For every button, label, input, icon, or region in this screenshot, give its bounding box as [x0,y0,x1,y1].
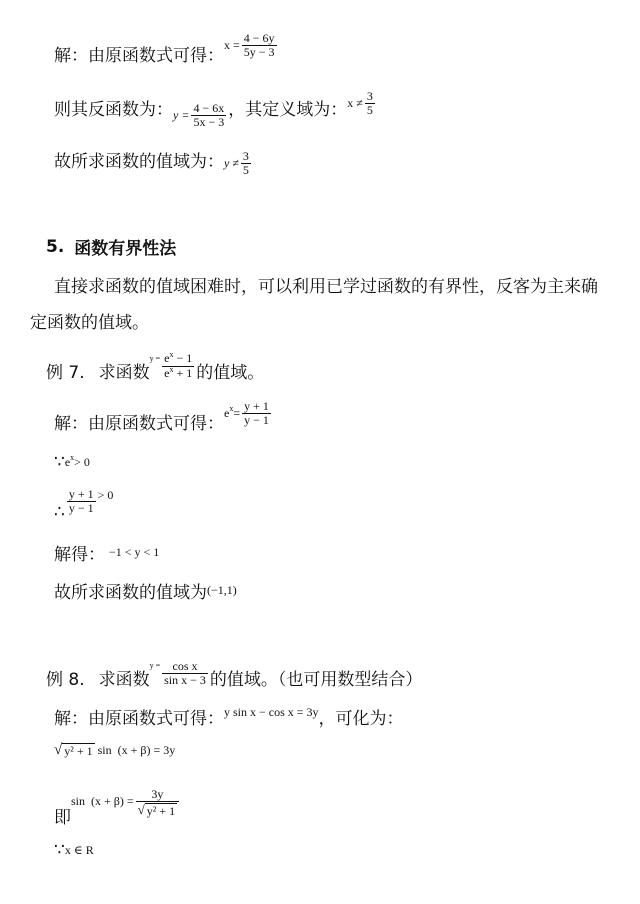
example-label: 例 7. [46,363,85,383]
therefore-line: ∴ $\frac{y + 1}{y - 1}$ > 0 [54,487,114,522]
because-line-2: ∵ x ∈ R [54,840,94,860]
square-root: √ y² + 1 [54,742,93,758]
example-8-solution-1: 解：由原函数式可得： y sin x − cos x = 3y ，可化为： [54,705,404,729]
paragraph-line-1: 直接求函数的值域困难时，可以利用已学过函数的有界性，反客为主来确 [54,277,598,297]
fraction: $\frac{4 - 6x}{5x - 3}$ [193,101,225,129]
section-heading: 5. 函数有界性法 [46,236,177,259]
example-7-range-line: 故所求函数的值域为 (−1,1) [54,583,237,603]
example-7: 例 7. 求函数 y = $\frac{e^x - 1}{e^x + 1}$ 的值域。 [46,350,265,383]
exp-formula: e x = $\frac{y + 1}{y - 1}$ [224,399,269,427]
equivalent-line: 即 sin (x + β) = 3y √ y² + 1 [54,788,181,818]
fraction: $\frac{3}{5}$ [242,149,249,177]
example-8-formula: y = $\frac{\text{cos x}}{\text{sin x − 3}}$ [149,659,206,687]
solved-line: 解得： −1 < y < 1 [54,545,160,565]
fraction: $\frac{\text{cos x}}{\text{sin x − 3}}$ [164,659,206,687]
sqrt-line: √ y² + 1 sin (x + β) = 3y [54,742,176,758]
therefore-symbol: ∴ [54,501,65,522]
domain-formula: x ≠ $\frac{3}{5}$ [347,89,373,117]
because-symbol: ∵ [54,452,65,472]
range-formula: y ≠ $\frac{3}{5}$ [224,149,249,177]
square-root: √ y² + 1 [137,802,176,818]
inverse-function-line: 则其反函数为： y = $\frac{4 - 6x}{5x - 3}$ ，其定义域为： x ≠ $\frac{3}{5}$ [54,94,377,121]
fraction: 3y √ y² + 1 [136,788,180,818]
solution-line-1 [54,31,279,67]
example-7-formula: y = $\frac{e^x - 1}{e^x + 1}$ [149,350,193,380]
example-7-solution-1: 解：由原函数式可得： e x = $\frac{y + 1}{y - 1}$ [54,408,273,435]
fraction: $\frac{4 - 6y}{5y - 3}$ [243,31,275,59]
because-line: ∵ e x > 0 [54,452,90,472]
inverse-function-formula: y = $\frac{4 - 6x}{5x - 3}$ [173,101,225,129]
paragraph-line-2: 定函数的值域。 [30,313,149,333]
range-line: 故所求函数的值域为： y ≠ $\frac{3}{5}$ [54,146,253,173]
fraction: $\frac{y + 1}{y - 1}$ [68,487,94,515]
formula-x: x = $\frac{4 - 6y}{5y - 3}$ [224,31,275,59]
fraction: $\frac{e^x - 1}{e^x + 1}$ [164,350,193,380]
fraction: $\frac{3}{5}$ [366,89,373,117]
example-8: 例 8. 求函数 y = $\frac{\text{cos x}}{\text{sin x − 3}}$ 的值域。（也可用数型结合） [46,659,423,690]
fraction: $\frac{y + 1}{y - 1}$ [244,399,269,427]
because-symbol: ∵ [54,840,65,860]
example-label: 例 8. [46,670,85,690]
solution-text: 解：由原函数式可得： [54,46,224,66]
